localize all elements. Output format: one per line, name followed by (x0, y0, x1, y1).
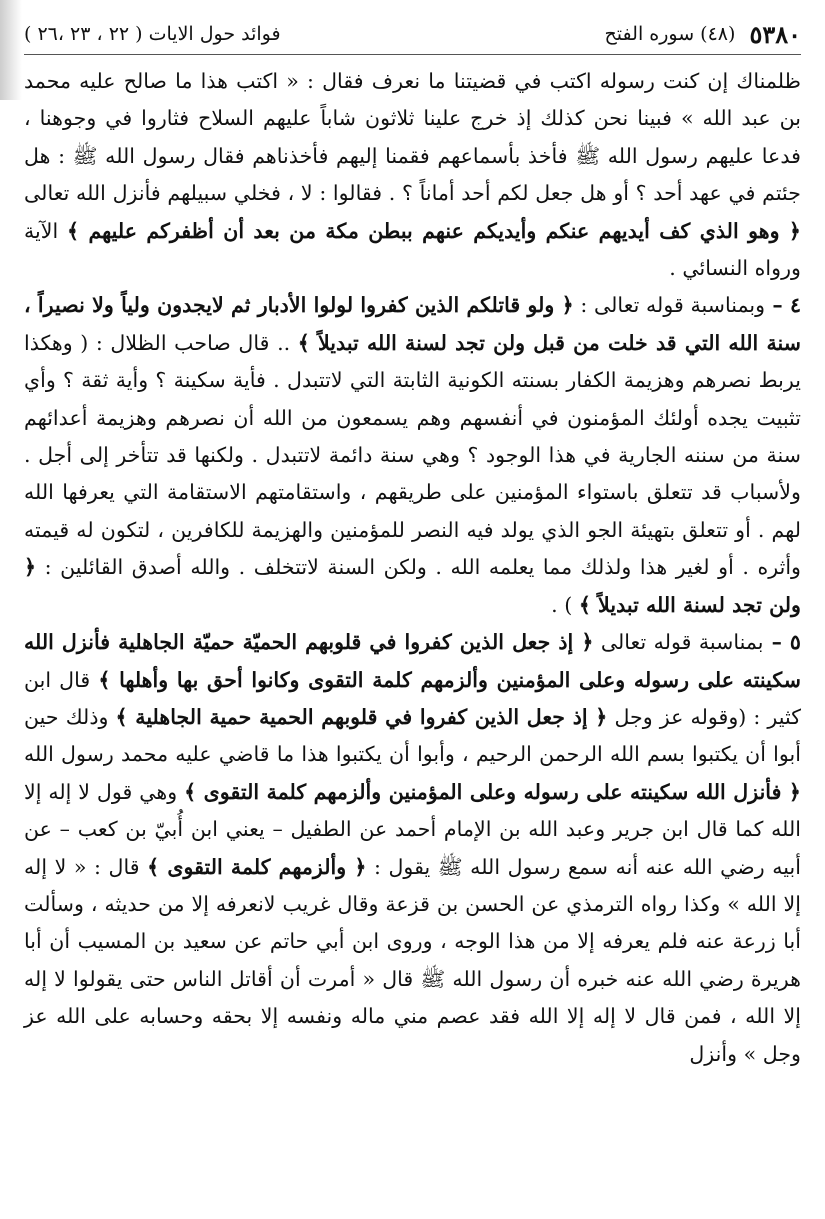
body-text (24, 63, 801, 1073)
paragraph-text: ظلمناك إن كنت رسوله اكتب في قضيتنا ما نعرف فقال : « اكتب هذا ما صالح عليه محمد بن عبد الله » فبينا نحن كذلك إذ خرج علينا ثلاثون شاباً عليهم السلاح فثاروا في وجوهنا ، فدعا عليهم رسول الله ﷺ فأخذ بأسماعهم فقمنا إليهم فأخذناهم فقال رسول الله ﷺ : هل جئتم في عهد أحد ؟ أو هل جعل لكم أحد أماناً ؟ . فقالوا : لا ، فخلي سبيلهم فأنزل الله تعالى (24, 69, 801, 206)
quran-verse-text: ﴿ فأنزل الله سكينته على رسوله وعلى المؤمنين وألزمهم كلمة التقوى ﴾ (184, 779, 801, 804)
paragraph-text: وبمناسبة قوله تعالى : (573, 293, 766, 318)
paragraph-text: ) . (551, 592, 579, 617)
header-right (605, 20, 801, 49)
quran-verse-text: ٥ – (763, 630, 801, 655)
surah-title: (٤٨) سوره الفتح (604, 23, 736, 45)
paragraph-text: .. قال صاحب الظلال : ( وهكذا يربط نصرهم وهزيمة الكفار بسنته الكونية الثابتة التي لاتتبدل . فأية سكينة ؟ وأية ثقة ؟ وأي تثبيت يجده أولئك المؤمنون في أنفسهم وهم يسمعون من الله أن نصرهم وهزيمة أعدائهم سنة من سننه الجارية في هذا الوجود ؟ وهي سنة دائمة لاتتبدل . ولكنها قد تتأخر إلى أجل . ولأسباب قد تتعلق باستواء المؤمنين على طريقهم ، واستقامتهم الاستقامة التي يعرفها الله لهم . أو تتعلق بتهيئة الجو الذي يولد فيه النصر للمؤمنين والهزيمة للكافرين ، لتكون له قيمته وأثره . أو لغير هذا ولذلك مما يعلمه الله . ولكن السنة لاتتخلف . والله أصدق القائلين : (24, 330, 801, 580)
quran-verse-text: ﴿ ولن تجد لسنة الله تبديلاً ﴾ (24, 555, 801, 617)
book-page (24, 14, 801, 1209)
quran-verse-text: ﴿ وهو الذي كف أيديهم عنكم وأيديكم عنهم ببطن مكة من بعد أن أظفركم عليهم ﴾ (67, 218, 801, 243)
page-header (24, 14, 801, 55)
topic-title: فوائد حول الايات ( ٢٢ ، ٢٣ ،٢٦ ) (24, 23, 281, 45)
paragraph (24, 624, 801, 1073)
paragraph (24, 287, 801, 624)
quran-verse-text: ﴿ إذ جعل الذين كفروا في قلوبهم الحمية حمية الجاهلية ﴾ (115, 704, 608, 729)
page-number: ٥٣٨٠ (749, 19, 801, 49)
paragraph-text: وهي قول لا إله إلا الله كما قال ابن جرير وعبد الله بن الإمام أحمد عن الطفيل – يعني ابن أُبيّ بن كعب – عن أبيه رضي الله عنه أنه سمع رسول الله ﷺ يقول : (24, 779, 801, 879)
quran-verse-text: ﴿ ولو قاتلكم الذين كفروا لولوا الأدبار ثم لايجدون ولياً ولا نصيراً ، سنة الله التي قد خلت من قبل ولن تجد لسنة الله تبديلاً ﴾ (24, 293, 801, 355)
binding-shadow (0, 0, 22, 100)
quran-verse-text: ﴿ إذ جعل الذين كفروا في قلوبهم الحميّة حميّة الجاهلية فأنزل الله سكينته على رسوله وعلى المؤمنين وألزمهم كلمة التقوى وكانوا أحق بها وأهلها ﴾ (24, 630, 801, 692)
paragraph-text: بمناسبة قوله تعالى (593, 630, 764, 655)
paragraph (24, 63, 801, 287)
paragraph-text: قال : « لا إله إلا الله » وكذا رواه الترمذي عن الحسن بن قزعة وقال غريب لانعرفه إلا من حديثه ، وسألت أبا زرعة عنه فلم يعرفه إلا من هذا الوجه ، وروى ابن أبي حاتم عن سعيد بن المسيب أن أبا هريرة رضي الله عنه خبره أن رسول الله ﷺ قال « أمرت أن أقاتل الناس حتى يقولوا لا إله إلا الله ، فمن قال لا إله إلا الله فقد عصم مني ماله ونفسه إلا بحقه وحسابه على الله عز وجل » وأنزل (24, 854, 801, 1066)
paragraph-text: الآية ورواه النسائي . (24, 218, 801, 281)
paragraph-text: وذلك حين أبوا أن يكتبوا بسم الله الرحمن الرحيم ، وأبوا أن يكتبوا هذا ما قاضي عليه محمد رسول الله (24, 704, 801, 767)
quran-verse-text: ٤ – (765, 293, 801, 318)
quran-verse-text: ﴿ وألزمهم كلمة التقوى ﴾ (147, 854, 367, 879)
paragraph-text: قال ابن كثير : (وقوله عز وجل (24, 667, 801, 729)
